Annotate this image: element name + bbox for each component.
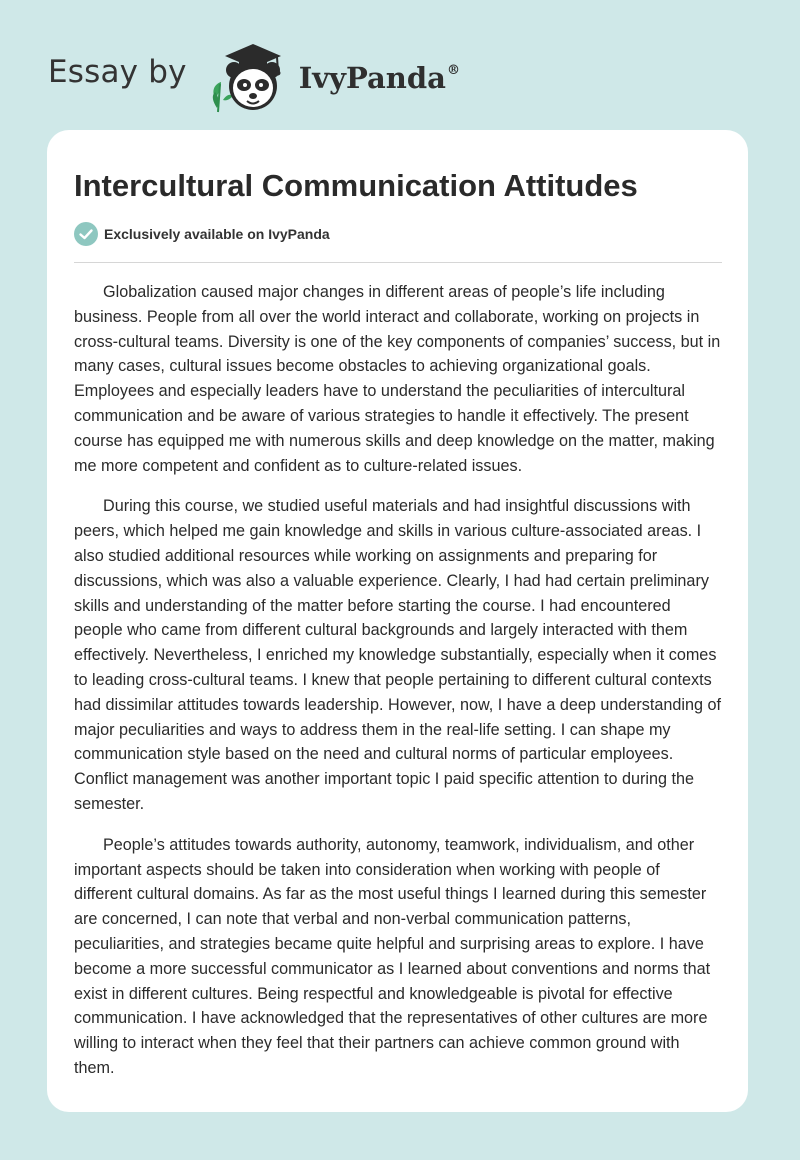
essay-card (47, 130, 748, 1112)
essay-paragraph: During this course, we studied useful materials and had insightful discussions with peers, which helped me gain knowledge and skills in various culture-associated areas. I also studied additional resources while working on assignments and preparing for discussions, which was also a valuable experience. Clearly, I had had certain preliminary skills and understanding of the matter before starting the course. I had encountered people who came from different cultural backgrounds and largely interacted with them effectively. Nevertheless, I enriched my knowledge substantially, especially when it comes to leading cross-cultural teams. I knew that people pertaining to different cultural contexts had dissimilar attitudes towards leadership. However, now, I have a deep understanding of major peculiarities and ways to address them in the real-life setting. I can shape my communication style based on the need and cultural norms of particular employees. Conflict management was another important topic I paid specific attention to during the semester. (74, 497, 721, 813)
essay-body (74, 280, 722, 1081)
divider (74, 262, 722, 263)
check-circle-icon (74, 222, 98, 246)
essay-paragraph: Globalization caused major changes in different areas of people’s life including business. People from all over the world interact and collaborate, working on projects in cross-cultural teams. Diversity is one of the key components of companies’ success, but in many cases, cultural issues become obstacles to achieving organizational goals. Employees and especially leaders have to understand the peculiarities of intercultural communication and be aware of various strategies to handle it effectively. The present course has equipped me with numerous skills and deep knowledge on the matter, making me more competent and confident as to culture-related issues. (74, 283, 721, 475)
exclusive-badge (74, 222, 722, 246)
badge-label: Exclusively available on IvyPanda (104, 226, 330, 242)
brand-name[interactable]: IvyPanda® (298, 61, 460, 95)
site-header (48, 36, 460, 116)
trademark-mark: ® (446, 63, 460, 78)
essay-paragraph: People’s attitudes towards authority, autonomy, teamwork, individualism, and other important aspects should be taken into consideration when working with people of different cultural domains. As far as the most useful things I learned during this semester are concerned, I can note that verbal and non-verbal communication patterns, peculiarities, and strategies became quite helpful and surprising areas to explore. I have become a more successful communicator as I learned about conventions and norms that exist in different cultures. Being respectful and knowledgeable is pivotal for effective communication. I have acknowledged that the representatives of other cultures are more willing to interact when they feel that their partners can achieve common ground with them. (74, 835, 711, 1077)
panda-graduate-icon[interactable] (201, 38, 297, 114)
page-title: Intercultural Communication Attitudes (74, 168, 638, 203)
essay-by-label: Essay by (48, 54, 187, 90)
